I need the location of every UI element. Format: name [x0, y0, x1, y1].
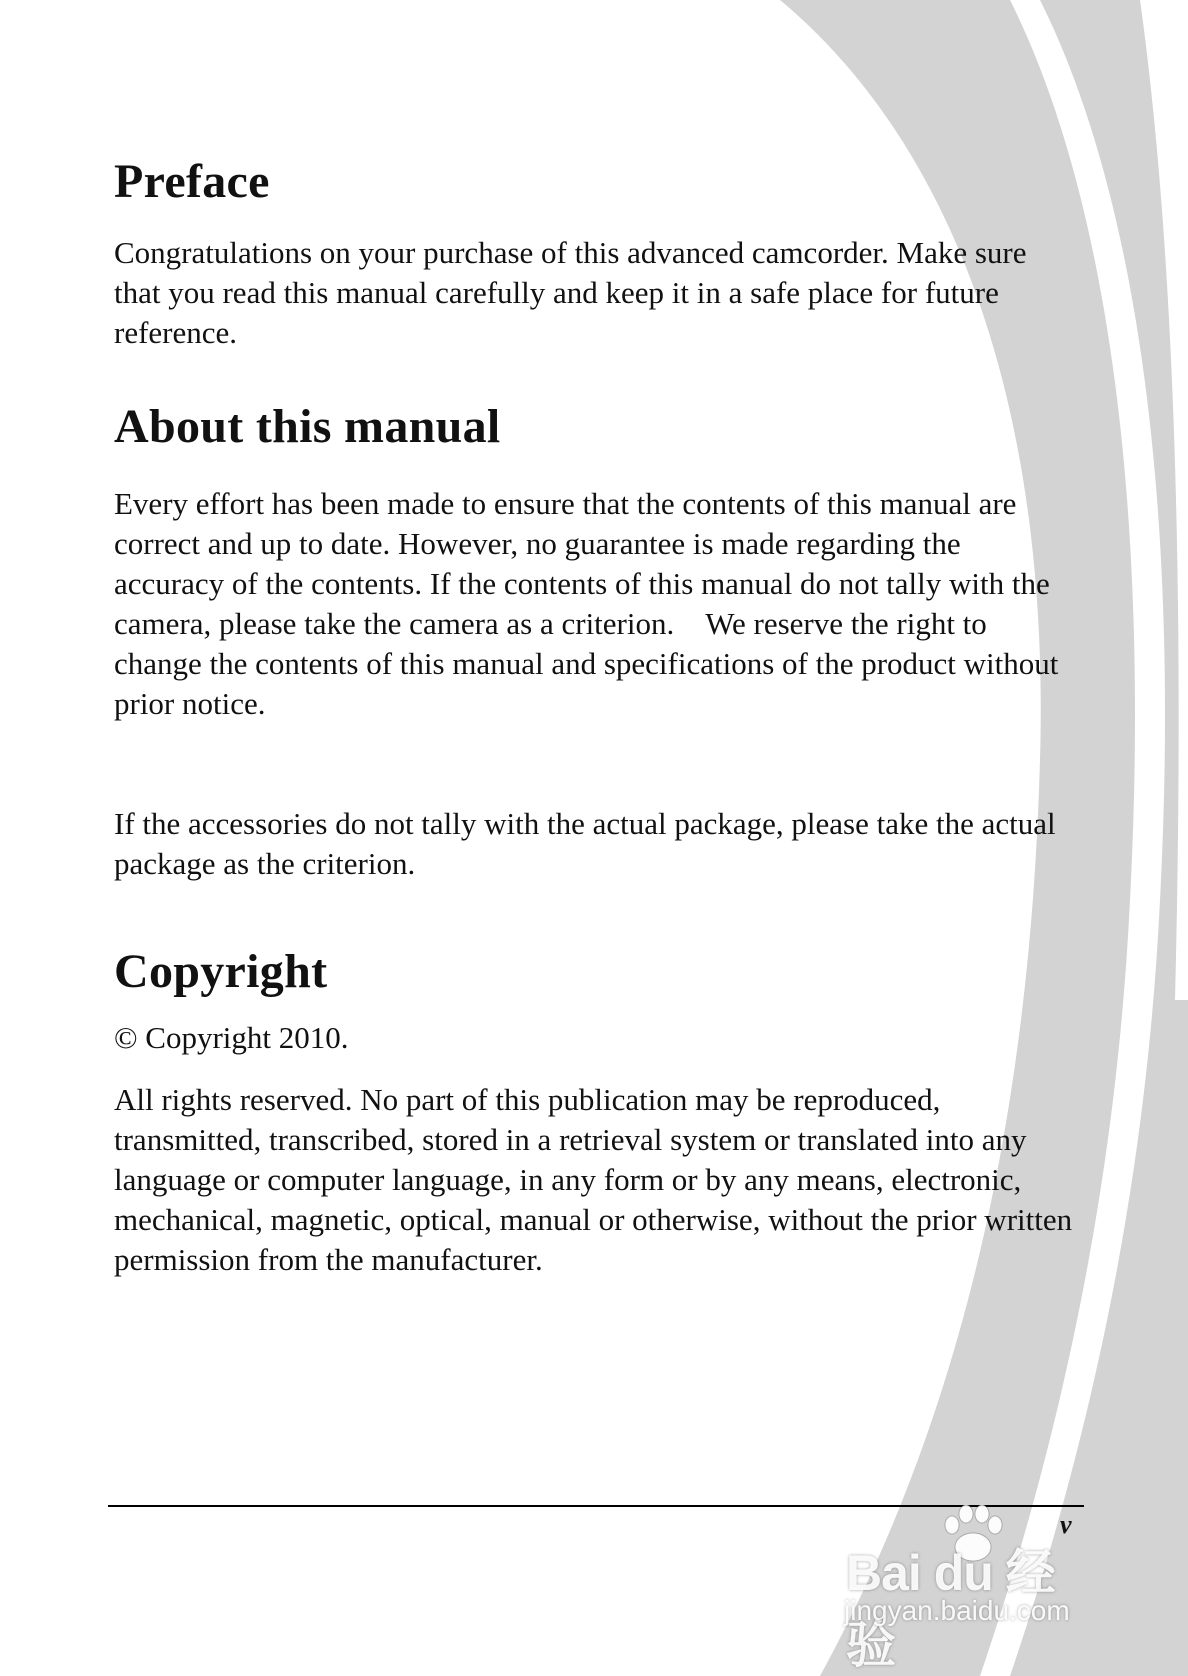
page-number: v — [1060, 1510, 1072, 1539]
watermark-url: jingyan.baidu.com — [844, 1595, 1070, 1626]
about-manual-paragraph: Every effort has been made to ensure that the contents of this manual are correct and up to date. However, no guarantee is made regarding the accuracy of the contents. If the contents of this manual do not tally with the camera, please take the camera as a criterion. We reserve the right to change the contents of this manual and specifications of the product without prior notice. — [114, 486, 1059, 722]
rights-paragraph: All rights reserved. No part of this publication may be reproduced, transmitted, transcribed, stored in a retrieval system or translated into any language or computer language, in any form or by any means, electronic, mechanical, magnetic, optical, manual or otherwise, without the prior written permission from the manufacturer. — [114, 1081, 1073, 1277]
copyright-heading: Copyright — [114, 945, 328, 999]
preface-heading: Preface — [114, 155, 270, 208]
page-content — [114, 150, 1074, 1280]
copyright-notice: © Copyright 2010. — [114, 1019, 349, 1055]
about-manual-heading: About this manual — [114, 400, 501, 454]
preface-paragraph: Congratulations on your purchase of this advanced camcorder. Make sure that you read this manual carefully and keep it in a safe place for future reference. — [114, 235, 1027, 351]
accessories-paragraph: If the accessories do not tally with the actual package, please take the actual package as the criterion. — [114, 806, 1056, 882]
baidu-watermark — [838, 1505, 1098, 1673]
watermark-brand: Bai du 经验 — [846, 1545, 1055, 1673]
